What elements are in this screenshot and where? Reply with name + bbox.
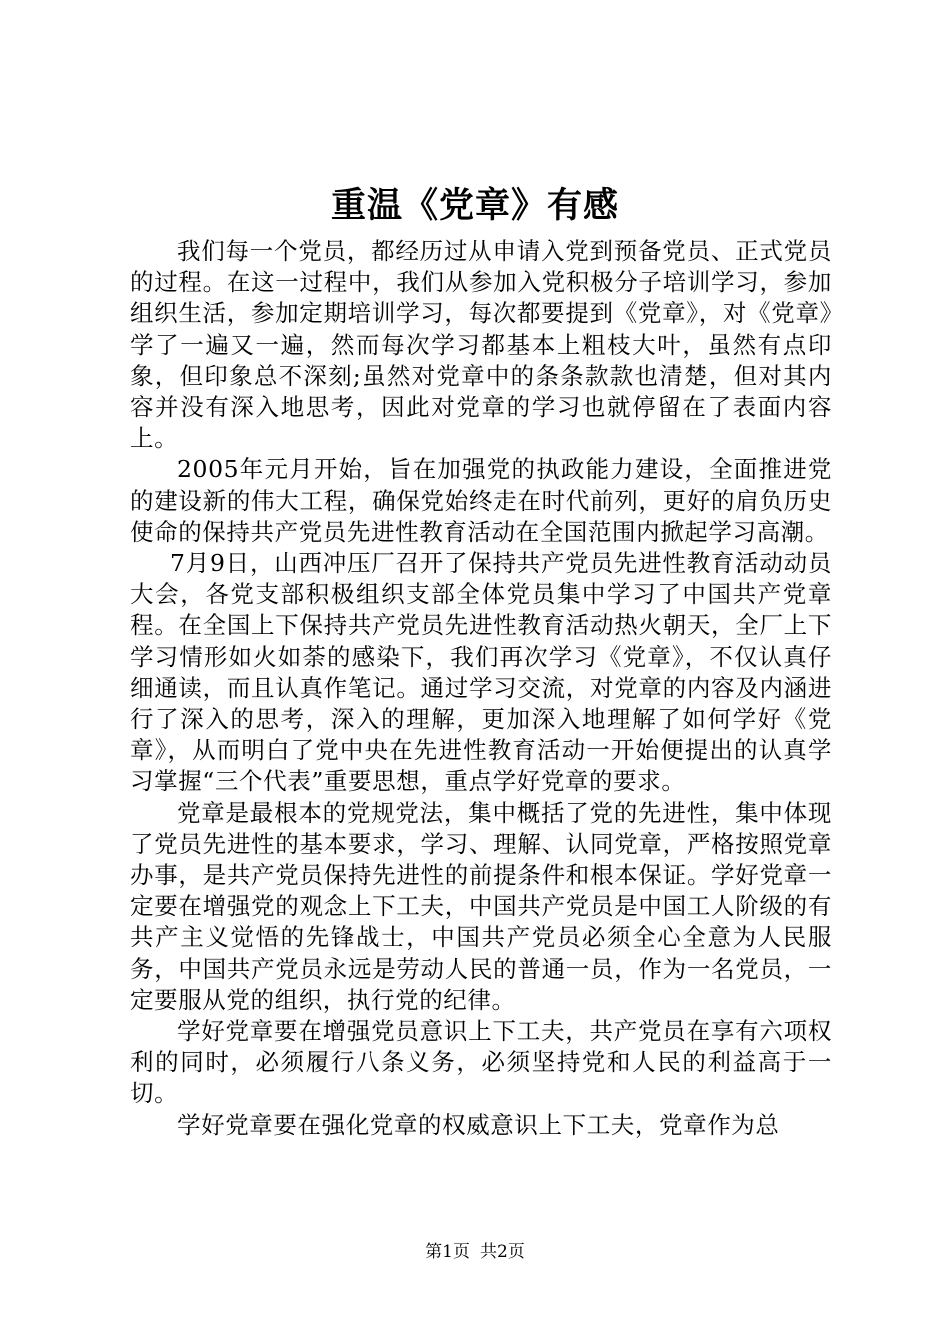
document-body [130, 236, 832, 1141]
paragraph: 我们每一个党员，都经历过从申请入党到预备党员、正式党员的过程。在这一过程中，我们从参加入党积极分子培训学习，参加组织生活，参加定期培训学习，每次都要提到《党章》，对《党章》学了一遍又一遍，然而每次学习都基本上粗枝大叶，虽然有点印象，但印象总不深刻;虽然对党章中的条条款款也清楚，但对其内容并没有深入地思考，因此对党章的学习也就停留在了表面内容上。 [130, 237, 832, 453]
paragraph: 党章是最根本的党规党法，集中概括了党的先进性，集中体现了党员先进性的基本要求，学习、理解、认同党章，严格按照党章办事，是共产党员保持先进性的前提条件和根本保证。学好党章一定要在增强党的观念上下工夫，中国共产党员是中国工人阶级的有共产主义觉悟的先锋战士，中国共产党员必须全心全意为人民服务，中国共产党员永远是劳动人民的普通一员，作为一名党员，一定要服从党的组织，执行党的纪律。 [130, 798, 832, 1014]
page-total: 共2页 [480, 1242, 525, 1262]
page-number: 第1页 [425, 1242, 470, 1262]
paragraph: 学好党章要在增强党员意识上下工夫，共产党员在享有六项权利的同时，必须履行八条义务，必须坚持党和人民的利益高于一切。 [130, 1017, 832, 1108]
paragraph: 2005年元月开始，旨在加强党的执政能力建设，全面推进党的建设新的伟大工程，确保党始终走在时代前列，更好的肩负历史使命的保持共产党员先进性教育活动在全国范围内掀起学习高潮。 [130, 455, 832, 546]
paragraph: 7月9日，山西冲压厂召开了保持共产党员先进性教育活动动员大会，各党支部积极组织支部全体党员集中学习了中国共产党章程。在全国上下保持共产党员先进性教育活动热火朝天，全厂上下学习情形如火如荼的感染下，我们再次学习《党章》，不仅认真仔细通读，而且认真作笔记。通过学习交流，对党章的内容及内涵进行了深入的思考，深入的理解，更加深入地理解了如何学好《党章》，从而明白了党中央在先进性教育活动一开始便提出的认真学习掌握“三个代表”重要思想，重点学好党章的要求。 [130, 549, 832, 796]
document-title: 重温《党章》有感 [330, 185, 619, 226]
paragraph: 学好党章要在强化党章的权威意识上下工夫，党章作为总 [177, 1110, 780, 1139]
page-footer [0, 1240, 950, 1264]
